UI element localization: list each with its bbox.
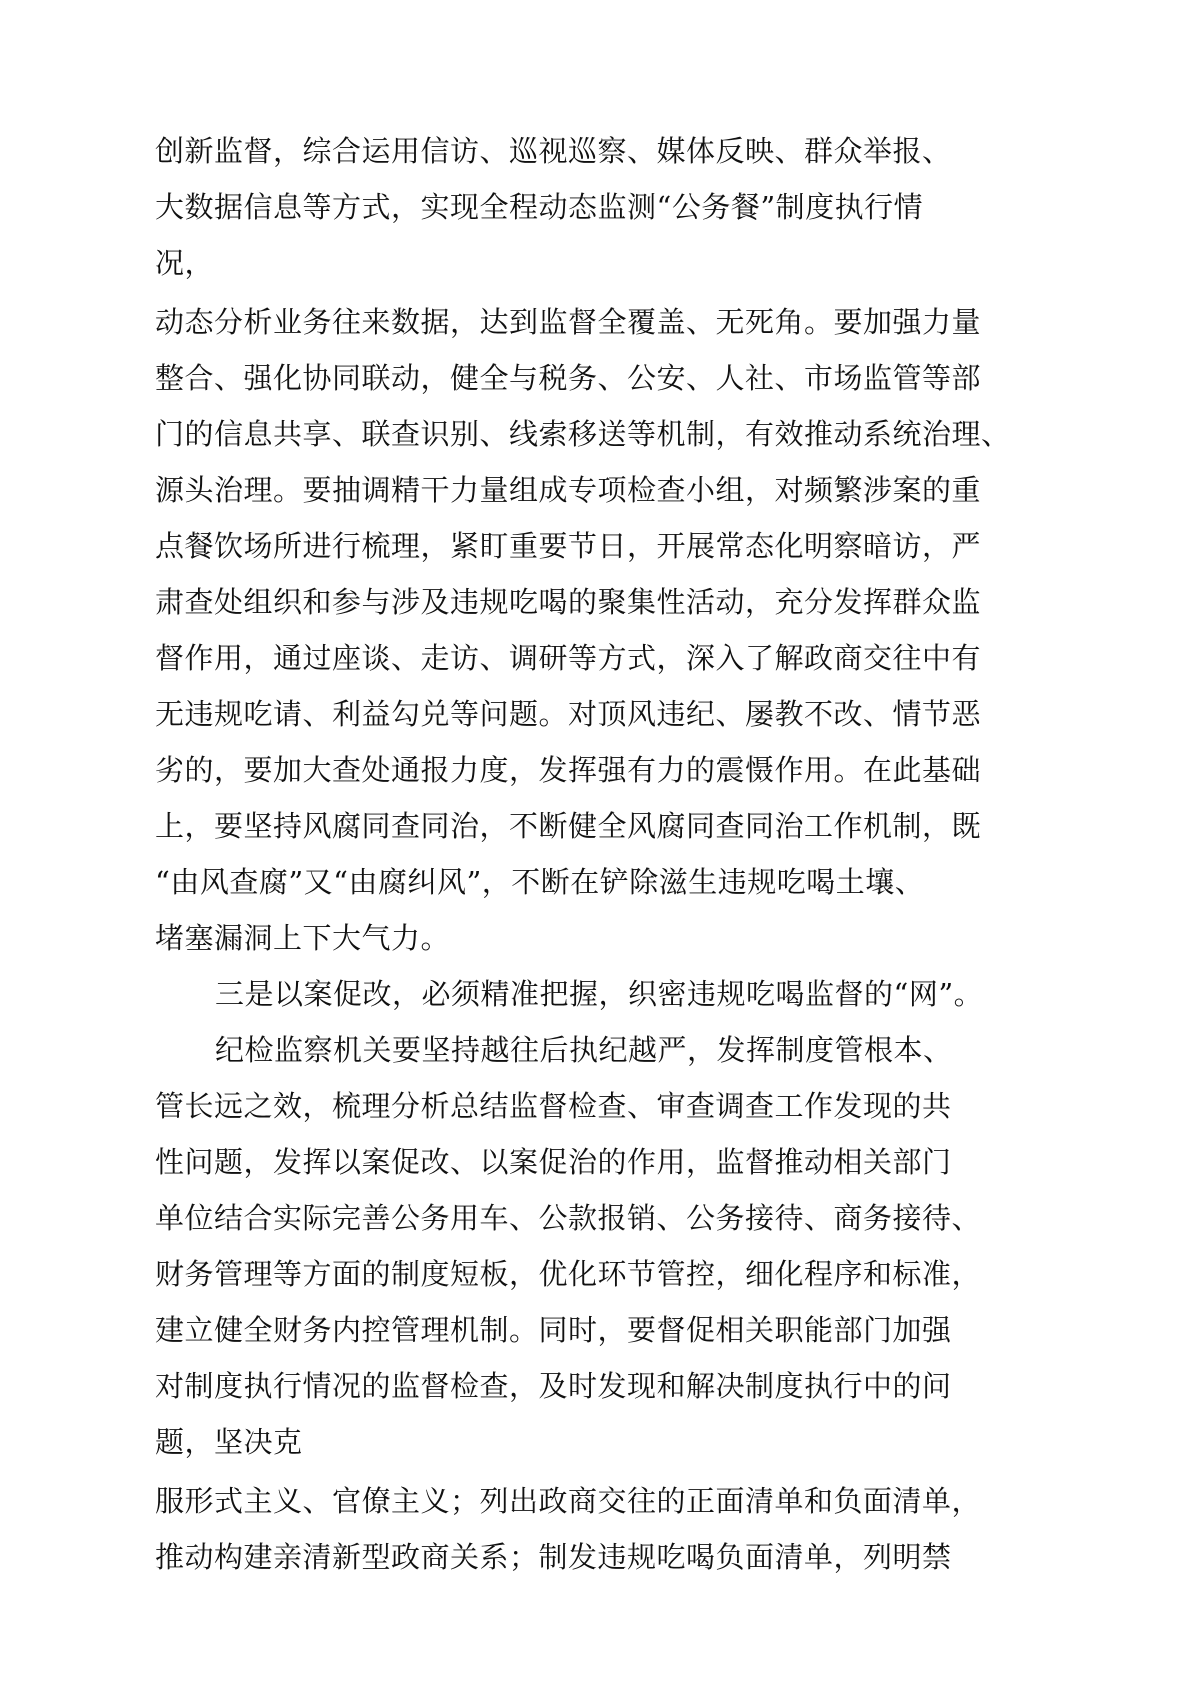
- text-line: 整合、强化协同联动，健全与税务、公安、人社、市场监管等部: [155, 361, 982, 395]
- text-line: 劣的，要加大查处通报力度，发挥强有力的震慑作用。在此基础: [155, 753, 982, 787]
- text-line: 创新监督，综合运用信访、巡视巡察、媒体反映、群众举报、: [155, 134, 952, 168]
- text-line: 肃查处组织和参与涉及违规吃喝的聚集性活动，充分发挥群众监: [155, 585, 982, 619]
- text-line: 题，坚决克: [155, 1425, 303, 1459]
- text-line: 上，要坚持风腐同查同治，不断健全风腐同查同治工作机制，既: [155, 809, 982, 843]
- text-line: 管长远之效，梳理分析总结监督检查、审查调查工作发现的共: [155, 1089, 952, 1123]
- text-line: 堵塞漏洞上下大气力。: [155, 921, 451, 955]
- text-line: 服形式主义、官僚主义；列出政商交往的正面清单和负面清单，: [155, 1484, 982, 1518]
- text-line: 性问题，发挥以案促改、以案促治的作用，监督推动相关部门: [155, 1145, 952, 1179]
- text-line: 督作用，通过座谈、走访、调研等方式，深入了解政商交往中有: [155, 641, 982, 675]
- text-line: 况，: [155, 246, 215, 280]
- text-line: 建立健全财务内控管理机制。同时，要督促相关职能部门加强: [155, 1313, 952, 1347]
- text-line: 财务管理等方面的制度短板，优化环节管控，细化程序和标准，: [155, 1257, 982, 1291]
- paragraph-start: 纪检监察机关要坚持越往后执纪越严，发挥制度管根本、: [215, 1033, 953, 1067]
- text-line: 大数据信息等方式，实现全程动态监测“公务餐”制度执行情: [155, 190, 924, 224]
- text-line: 门的信息共享、联查识别、线索移送等机制，有效推动系统治理、: [155, 417, 1011, 451]
- text-line: 无违规吃请、利益勾兑等问题。对顶风违纪、屡教不改、情节恶: [155, 697, 982, 731]
- text-line: 动态分析业务往来数据，达到监督全覆盖、无死角。要加强力量: [155, 305, 982, 339]
- text-line: 源头治理。要抽调精干力量组成专项检查小组，对频繁涉案的重: [155, 473, 982, 507]
- section-heading: 三是以案促改，必须精准把握，织密违规吃喝监督的“网”。: [215, 977, 984, 1011]
- text-line: “由风查腐”又“由腐纠风”，不断在铲除滋生违规吃喝土壤、: [155, 865, 925, 899]
- text-line: 点餐饮场所进行梳理，紧盯重要节日，开展常态化明察暗访，严: [155, 529, 982, 563]
- text-line: 单位结合实际完善公务用车、公款报销、公务接待、商务接待、: [155, 1201, 982, 1235]
- text-line: 对制度执行情况的监督检查，及时发现和解决制度执行中的问: [155, 1369, 952, 1403]
- text-line: 推动构建亲清新型政商关系；制发违规吃喝负面清单，列明禁: [155, 1540, 952, 1574]
